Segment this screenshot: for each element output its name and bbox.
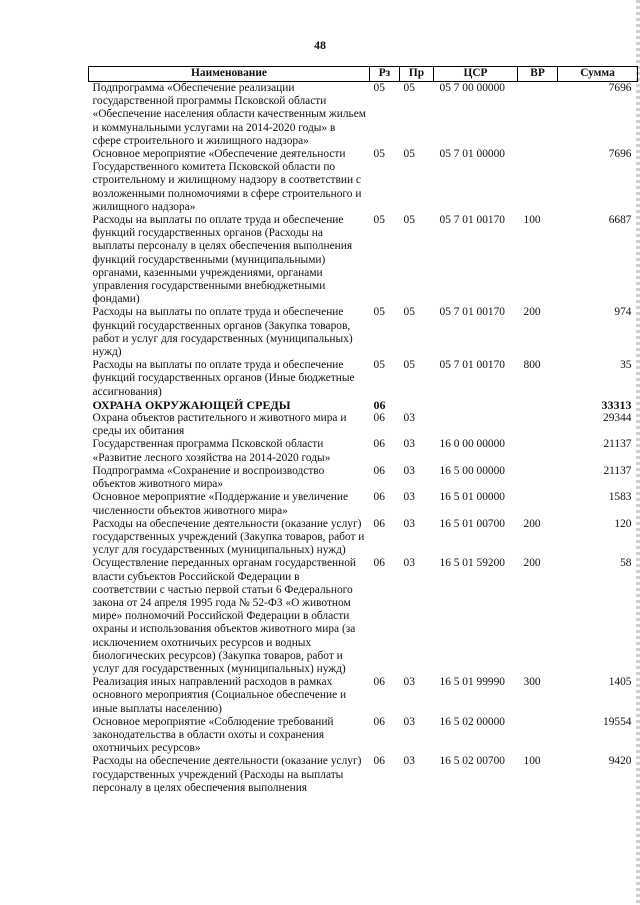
cell-pr: 03 <box>403 438 415 451</box>
cell-sum: 1405 <box>608 676 632 689</box>
cell-csr: 16 5 00 00000 <box>439 464 505 477</box>
cell-sum: 9420 <box>608 755 632 768</box>
cell-sum: 21137 <box>603 438 632 451</box>
cell-rz: 06 <box>373 715 385 728</box>
cell-sum: 120 <box>614 517 632 530</box>
cell-vr: 100 <box>523 214 541 227</box>
cell-pr: 05 <box>403 148 415 161</box>
cell-pr: 03 <box>403 517 415 530</box>
table-row <box>89 412 638 438</box>
cell-pr: 03 <box>403 715 415 728</box>
cell-name: Расходы на обеспечение деятельности (оказание услуг) государственных учреждений (Расходы на выплаты персоналу в целях обеспечения выполнения <box>92 755 362 794</box>
cell-rz: 05 <box>373 148 385 161</box>
cell-rz: 05 <box>373 306 385 319</box>
cell-rz: 06 <box>373 557 385 570</box>
cell-csr: 05 7 01 00170 <box>439 359 505 372</box>
table-row <box>89 755 638 795</box>
cell-sum: 33313 <box>601 397 632 412</box>
cell-csr: 05 7 00 00000 <box>439 82 505 94</box>
cell-csr: 16 0 00 00000 <box>439 438 505 451</box>
cell-csr: 05 7 01 00170 <box>439 306 505 319</box>
cell-rz: 06 <box>373 438 385 451</box>
cell-rz: 06 <box>373 755 385 768</box>
cell-vr: 800 <box>523 359 541 372</box>
cell-csr: 16 5 02 00000 <box>439 715 505 728</box>
cell-name: Государственная программа Псковской области «Развитие лесного хозяйства на 2014-2020 годы» <box>92 438 331 464</box>
header-vr: ВР <box>518 67 558 82</box>
cell-rz: 06 <box>373 676 385 689</box>
cell-sum: 6687 <box>608 214 632 227</box>
cell-pr: 03 <box>403 412 415 425</box>
cell-vr <box>518 716 558 756</box>
cell-vr <box>518 438 558 464</box>
cell-name: Осуществление переданных органам государственной власти субъектов Российской Федерации в соответствии с частью первой статьи 6 Федерального закона от 24 апреля 1995 года № 52-ФЗ «О животном мире» полномочий Российской Федерации в области охраны и использования объектов животного мира (за исключением охотничьих ресурсов и водных биологических ресурсов) (Закупка товаров, работ и услуг для государственных (муниципальных) нужд) <box>92 557 357 675</box>
cell-pr: 05 <box>403 214 415 227</box>
cell-vr: 200 <box>523 557 541 570</box>
cell-name: Основное мероприятие «Обеспечение деятельности Государственного комитета Псковской области по строительному и жилищному надзору в соответствии с возложенными полномочиями в сфере строительного и жилищного надзора» <box>92 148 362 213</box>
table-row <box>89 214 638 306</box>
cell-vr <box>518 148 558 214</box>
cell-pr: 03 <box>403 491 415 504</box>
cell-rz: 06 <box>373 397 386 412</box>
cell-csr: 16 5 01 99990 <box>439 676 505 689</box>
cell-csr: 16 5 01 00700 <box>439 517 505 530</box>
header-rz: Рз <box>370 67 400 82</box>
page-number: 48 <box>314 38 326 52</box>
cell-csr <box>434 412 518 438</box>
cell-pr: 03 <box>403 464 415 477</box>
table-header-row <box>89 67 638 82</box>
cell-csr: 16 5 02 00700 <box>439 755 505 768</box>
cell-rz: 06 <box>373 412 385 425</box>
table-row <box>89 518 638 558</box>
cell-vr: 100 <box>523 755 541 768</box>
header-pr: Пр <box>400 67 434 82</box>
cell-sum: 1583 <box>608 491 632 504</box>
cell-vr: 200 <box>523 517 541 530</box>
cell-sum: 29344 <box>603 412 632 425</box>
cell-vr <box>518 399 558 412</box>
cell-vr <box>518 491 558 517</box>
table-row <box>89 557 638 676</box>
table-row <box>89 438 638 464</box>
cell-vr: 200 <box>523 306 541 319</box>
cell-csr: 16 5 01 00000 <box>439 491 505 504</box>
cell-sum: 21137 <box>603 464 632 477</box>
cell-name: Охрана объектов растительного и животного мира и среды их обитания <box>92 412 347 438</box>
cell-name: Подпрограмма «Обеспечение реализации государственной программы Псковской области «Обеспечение населения области качественным жильем и коммунальными услугами на 2014-2020 годы» в сфере строительного и жилищного надзора» <box>92 82 366 147</box>
table-row <box>89 148 638 214</box>
cell-rz: 05 <box>373 214 385 227</box>
table-row <box>89 359 638 399</box>
cell-vr: 300 <box>523 676 541 689</box>
cell-pr: 03 <box>403 755 415 768</box>
header-csr: ЦСР <box>434 67 518 82</box>
cell-name: Основное мероприятие «Соблюдение требований законодательства в области охоты и сохранения охотничьих ресурсов» <box>92 715 334 755</box>
cell-sum: 35 <box>620 359 632 372</box>
cell-name: Расходы на выплаты по оплате труда и обеспечение функций государственных органов (Иные бюджетные ассигнования) <box>92 359 355 398</box>
cell-rz: 05 <box>373 359 385 372</box>
cell-sum: 7696 <box>608 82 632 94</box>
table-row <box>89 676 638 716</box>
header-name: Наименование <box>89 67 370 82</box>
cell-csr: 05 7 01 00000 <box>439 148 505 161</box>
table-row <box>89 491 638 517</box>
table-row <box>89 465 638 491</box>
cell-csr: 05 7 01 00170 <box>439 214 505 227</box>
cell-pr: 05 <box>403 359 415 372</box>
cell-pr <box>400 399 434 412</box>
cell-vr <box>518 82 558 149</box>
cell-name: Расходы на выплаты по оплате труда и обеспечение функций государственных органов (Закупка товаров, работ и услуг для государственных (муниципальных) нужд) <box>92 306 353 359</box>
cell-name: Расходы на обеспечение деятельности (оказание услуг) государственных учреждений (Закупка товаров, работ и услуг для государственных (муниципальных) нужд) <box>92 517 365 557</box>
table-row <box>89 306 638 359</box>
cell-sum: 7696 <box>608 148 632 161</box>
cell-pr: 05 <box>403 306 415 319</box>
table-row <box>89 716 638 756</box>
header-sum: Сумма <box>558 67 638 82</box>
cell-csr <box>434 399 518 412</box>
cell-name: Основное мероприятие «Поддержание и увеличение численности объектов животного мира» <box>92 491 349 517</box>
cell-name: Расходы на выплаты по оплате труда и обеспечение функций государственных органов (Расходы на выплаты персоналу в целях обеспечения выполнения функций государственными (муниципальными) органами, казенными учреждениями, органами управления государственными внебюджетными фондами) <box>92 214 353 306</box>
cell-name: ОХРАНА ОКРУЖАЮЩЕЙ СРЕДЫ <box>92 397 291 412</box>
cell-pr: 03 <box>403 676 415 689</box>
cell-pr: 05 <box>403 82 415 94</box>
cell-vr <box>518 465 558 491</box>
cell-sum: 19554 <box>603 715 632 728</box>
cell-vr <box>518 412 558 438</box>
cell-sum: 58 <box>620 557 632 570</box>
cell-rz: 06 <box>373 491 385 504</box>
table-row <box>89 82 638 149</box>
cell-csr: 16 5 01 59200 <box>439 557 505 570</box>
cell-rz: 06 <box>373 517 385 530</box>
cell-name: Подпрограмма «Сохранение и воспроизводство объектов животного мира» <box>92 464 325 491</box>
cell-rz: 05 <box>373 82 385 94</box>
cell-pr: 03 <box>403 557 415 570</box>
cell-rz: 06 <box>373 464 385 477</box>
budget-table <box>88 66 638 795</box>
cell-sum: 974 <box>614 306 632 319</box>
cell-name: Реализация иных направлений расходов в рамках основного мероприятия (Социальное обеспечение и иные выплаты населению) <box>92 676 347 715</box>
section-row <box>89 399 638 412</box>
